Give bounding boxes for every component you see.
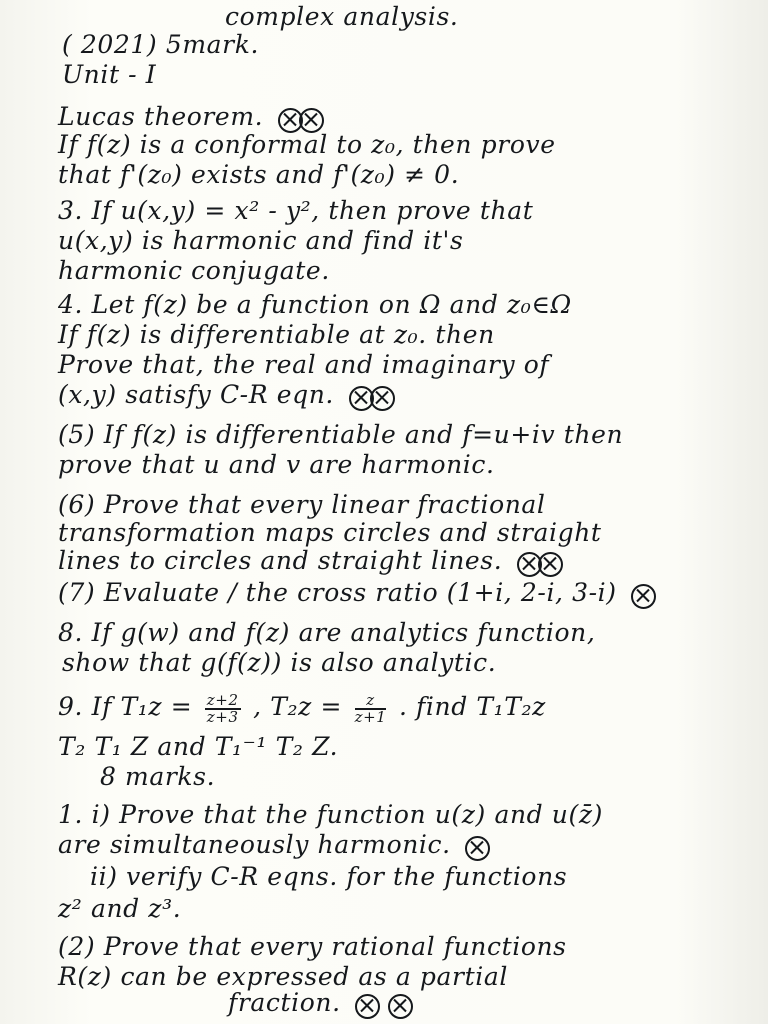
question-2-line-2: that f'(z₀) exists and f'(z₀) ≠ 0. bbox=[58, 160, 460, 189]
question-8-line-2: show that g(f(z)) is also analytic. bbox=[62, 648, 497, 677]
question-text: are simultaneously harmonic. bbox=[58, 830, 451, 859]
question-text: , T₂z = bbox=[253, 692, 343, 721]
question-5-line-2: prove that u and v are harmonic. bbox=[58, 450, 495, 479]
marks-heading: ( 2021) 5mark. bbox=[62, 30, 259, 59]
question-4-line-3: Prove that, the real and imaginary of bbox=[58, 350, 550, 379]
long-question-2-line-3 bbox=[228, 988, 409, 1020]
question-text: (x,y) satisfy C-R eqn. bbox=[58, 380, 334, 409]
long-question-1-line-2 bbox=[58, 830, 486, 862]
long-question-2-line-2: R(z) can be expressed as a partial bbox=[58, 962, 508, 991]
question-6-line-2: transformation maps circles and straight bbox=[58, 518, 602, 547]
question-text: . find T₁T₂z bbox=[398, 692, 546, 721]
question-4-line-2: If f(z) is differentiable at z₀. then bbox=[58, 320, 495, 349]
question-text: Lucas theorem. bbox=[58, 102, 264, 131]
question-8-line-1: 8. If g(w) and f(z) are analytics function, bbox=[58, 618, 596, 647]
long-question-2-line-1: (2) Prove that every rational functions bbox=[58, 932, 567, 961]
fraction-1 bbox=[205, 690, 241, 726]
circled-x-icon bbox=[370, 386, 395, 411]
importance-marks bbox=[349, 382, 391, 412]
section-heading: 8 marks. bbox=[100, 762, 216, 791]
question-9-line-1 bbox=[58, 692, 546, 725]
numerator: z+2 bbox=[206, 690, 239, 709]
question-text: fraction. bbox=[228, 988, 341, 1017]
numerator: z bbox=[355, 693, 387, 710]
question-6-line-1: (6) Prove that every linear fractional bbox=[58, 490, 546, 519]
fraction-2 bbox=[354, 690, 387, 726]
question-6-line-3 bbox=[58, 546, 559, 578]
circled-x-icon bbox=[631, 584, 656, 609]
long-question-1-line-1: 1. i) Prove that the function u(z) and u(z̄) bbox=[58, 800, 603, 829]
question-3-line-2: u(x,y) is harmonic and find it's bbox=[58, 226, 464, 255]
question-text: (7) Evaluate / the cross ratio (1+i, 2-i, 3-i) bbox=[58, 578, 617, 607]
unit-heading: Unit - I bbox=[62, 60, 157, 89]
question-4-line-4 bbox=[58, 380, 391, 412]
page-title: complex analysis. bbox=[225, 2, 459, 31]
question-text: 9. If T₁z = bbox=[58, 692, 193, 721]
question-1 bbox=[58, 102, 320, 134]
importance-marks bbox=[517, 548, 559, 578]
question-text: lines to circles and straight lines. bbox=[58, 546, 503, 575]
importance-marks bbox=[278, 104, 320, 134]
denominator: z+1 bbox=[354, 707, 387, 726]
circled-x-icon bbox=[355, 994, 380, 1019]
question-9-line-2: T₂ T₁ Z and T₁⁻¹ T₂ Z. bbox=[58, 732, 339, 761]
question-7 bbox=[58, 578, 652, 610]
question-5-line-1: (5) If f(z) is differentiable and f=u+iv then bbox=[58, 420, 624, 449]
question-4-line-1: 4. Let f(z) be a function on Ω and z₀∈Ω bbox=[58, 290, 572, 319]
circled-x-icon bbox=[388, 994, 413, 1019]
importance-marks bbox=[355, 990, 409, 1020]
circled-x-icon bbox=[299, 108, 324, 133]
denominator: z+3 bbox=[206, 707, 239, 726]
importance-marks bbox=[631, 580, 652, 610]
importance-marks bbox=[465, 832, 486, 862]
long-question-1-line-3: ii) verify C-R eqns. for the functions bbox=[90, 862, 568, 891]
circled-x-icon bbox=[538, 552, 563, 577]
question-3-line-1: 3. If u(x,y) = x² - y², then prove that bbox=[58, 196, 534, 225]
question-3-line-3: harmonic conjugate. bbox=[58, 256, 330, 285]
circled-x-icon bbox=[465, 836, 490, 861]
long-question-1-line-4: z² and z³. bbox=[58, 894, 182, 923]
question-2-line-1: If f(z) is a conformal to z₀, then prove bbox=[58, 130, 556, 159]
